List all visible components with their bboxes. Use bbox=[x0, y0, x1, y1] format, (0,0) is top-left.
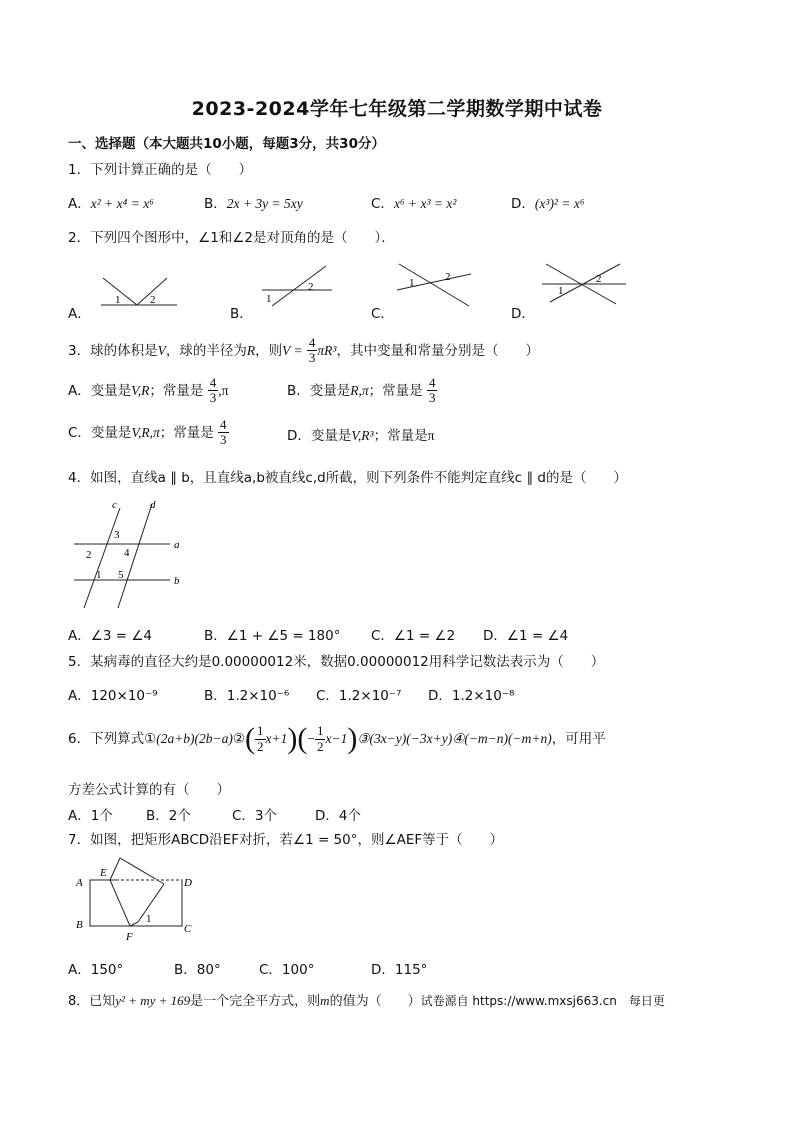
q5-option-b: B．1.2×10⁻⁶ bbox=[204, 688, 290, 704]
q1-option-d: D．(x³)² = x⁶ bbox=[511, 196, 585, 212]
q5-stem: 5．某病毒的直径大约是0.00000012米，数据0.00000012用科学记数法表示为（ ） bbox=[68, 654, 605, 670]
q1-option-c: C．x⁶ + x³ = x² bbox=[371, 196, 457, 212]
q7-label-b: B bbox=[76, 919, 83, 931]
q3-option-c: C．变量是V,R,π；常量是 $\frac{4}{3}$ bbox=[68, 417, 227, 448]
q8-stem: 8．已知y² + my + 169是一个完全平方式，则m的值为（ ）试卷源自 https://www.mxsj663.cn 每日更 bbox=[68, 993, 665, 1009]
q5-option-a: A．120×10⁻⁹ bbox=[68, 688, 158, 704]
q7-label-e: E bbox=[100, 867, 107, 879]
q2c-label-1: 1 bbox=[409, 277, 415, 289]
q7-label-a: A bbox=[76, 877, 83, 889]
q4-option-d: D．∠1 = ∠4 bbox=[483, 628, 569, 644]
q3-option-a: A．变量是V,R；常量是 $\frac{4}{3}$ ,π bbox=[68, 375, 229, 406]
q6-option-c: C．3个 bbox=[232, 808, 278, 824]
q7-option-b: B．80° bbox=[174, 962, 221, 978]
q2b-label-2: 2 bbox=[308, 281, 314, 293]
q4-figure bbox=[70, 496, 190, 614]
q3-fraction: $\frac{4}{3}$ bbox=[308, 335, 316, 366]
q2c-label-2: 2 bbox=[445, 271, 451, 283]
q4-label-c: c bbox=[112, 499, 117, 511]
q2b-label-1: 1 bbox=[266, 293, 272, 305]
q3-option-d: D．变量是V,R³；常量是π bbox=[287, 428, 435, 444]
q7-label-c: C bbox=[184, 923, 192, 935]
q5-option-c: C．1.2×10⁻⁷ bbox=[316, 688, 402, 704]
q2-figure-c bbox=[395, 260, 475, 310]
q7-option-c: C．100° bbox=[259, 962, 315, 978]
q2-figure-b bbox=[258, 262, 333, 307]
q2d-label-2: 2 bbox=[596, 273, 602, 285]
q4-option-c: C．∠1 = ∠2 bbox=[371, 628, 456, 644]
section-heading: 一、选择题（本大题共10小题，每题3分，共30分） bbox=[68, 136, 385, 152]
q4-label-b: b bbox=[174, 575, 180, 587]
q6-stem-cont: 方差公式计算的有（ ） bbox=[68, 782, 230, 798]
q4-label-5: 5 bbox=[118, 569, 124, 581]
q6-option-a: A．1个 bbox=[68, 808, 113, 824]
q4-label-3: 3 bbox=[114, 529, 120, 541]
q4-label-d: d bbox=[150, 499, 156, 511]
q7-stem: 7．如图，把矩形ABCD沿EF对折，若∠1 = 50°，则∠AEF等于（ ） bbox=[68, 832, 504, 848]
q4-label-1: 1 bbox=[96, 569, 102, 581]
q6-option-d: D．4个 bbox=[315, 808, 361, 824]
q2-option-d: D． bbox=[511, 306, 535, 322]
q4-option-b: B．∠1 + ∠5 = 180° bbox=[204, 628, 341, 644]
q3-stem: 3．球的体积是V，球的半径为R，则V = $\frac{4}{3}$ πR³，其中变量和常量分别是（ ） bbox=[68, 335, 539, 366]
q6-option-b: B．2个 bbox=[146, 808, 191, 824]
q7-label-d: D bbox=[184, 877, 192, 889]
q7-option-a: A．150° bbox=[68, 962, 124, 978]
q4-label-a: a bbox=[174, 539, 180, 551]
q4-label-2: 2 bbox=[86, 549, 92, 561]
q1-option-a: A．x² + x⁴ = x⁶ bbox=[68, 196, 154, 212]
q2-option-a: A． bbox=[68, 306, 91, 322]
q7-label-f: F bbox=[126, 931, 133, 943]
q6-stem: 6．下列算式①(2a+b)(2b−a)②( $\frac{1}{2}$ x+1)(− $\frac{1}{2}$ x−1)③(3x−y)(−3x+y)④(−m−n)(−m+n)，可用平 bbox=[68, 722, 606, 755]
q3-option-b: B．变量是R,π；常量是 $\frac{4}{3}$ bbox=[287, 375, 436, 406]
q2-stem: 2．下列四个图形中，∠1和∠2是对顶角的是（ ）． bbox=[68, 230, 395, 246]
q1-option-b: B．2x + 3y = 5xy bbox=[204, 196, 303, 212]
q2d-label-1: 1 bbox=[558, 285, 564, 297]
q2-figure-d bbox=[540, 262, 630, 307]
q2-figure-a bbox=[95, 272, 185, 312]
source-note: 试卷源自 https://www.mxsj663.cn 每日更 bbox=[420, 994, 665, 1008]
q5-option-d: D．1.2×10⁻⁸ bbox=[428, 688, 515, 704]
q2-option-c: C． bbox=[371, 306, 394, 322]
q2a-label-1: 1 bbox=[115, 294, 121, 306]
q7-figure bbox=[72, 854, 202, 946]
exam-title: 2023-2024学年七年级第二学期数学期中试卷 bbox=[191, 98, 603, 120]
q4-label-4: 4 bbox=[124, 547, 130, 559]
q4-stem: 4．如图，直线a ∥ b，且直线a,b被直线c,d所截，则下列条件不能判定直线c ∥ d的是（ ） bbox=[68, 470, 628, 486]
q1-stem: 1．下列计算正确的是（ ） bbox=[68, 162, 253, 178]
q7-option-d: D．115° bbox=[371, 962, 428, 978]
q7-label-1: 1 bbox=[146, 913, 152, 925]
q2-option-b: B． bbox=[230, 306, 253, 322]
q4-option-a: A．∠3 = ∠4 bbox=[68, 628, 153, 644]
q2a-label-2: 2 bbox=[150, 294, 156, 306]
